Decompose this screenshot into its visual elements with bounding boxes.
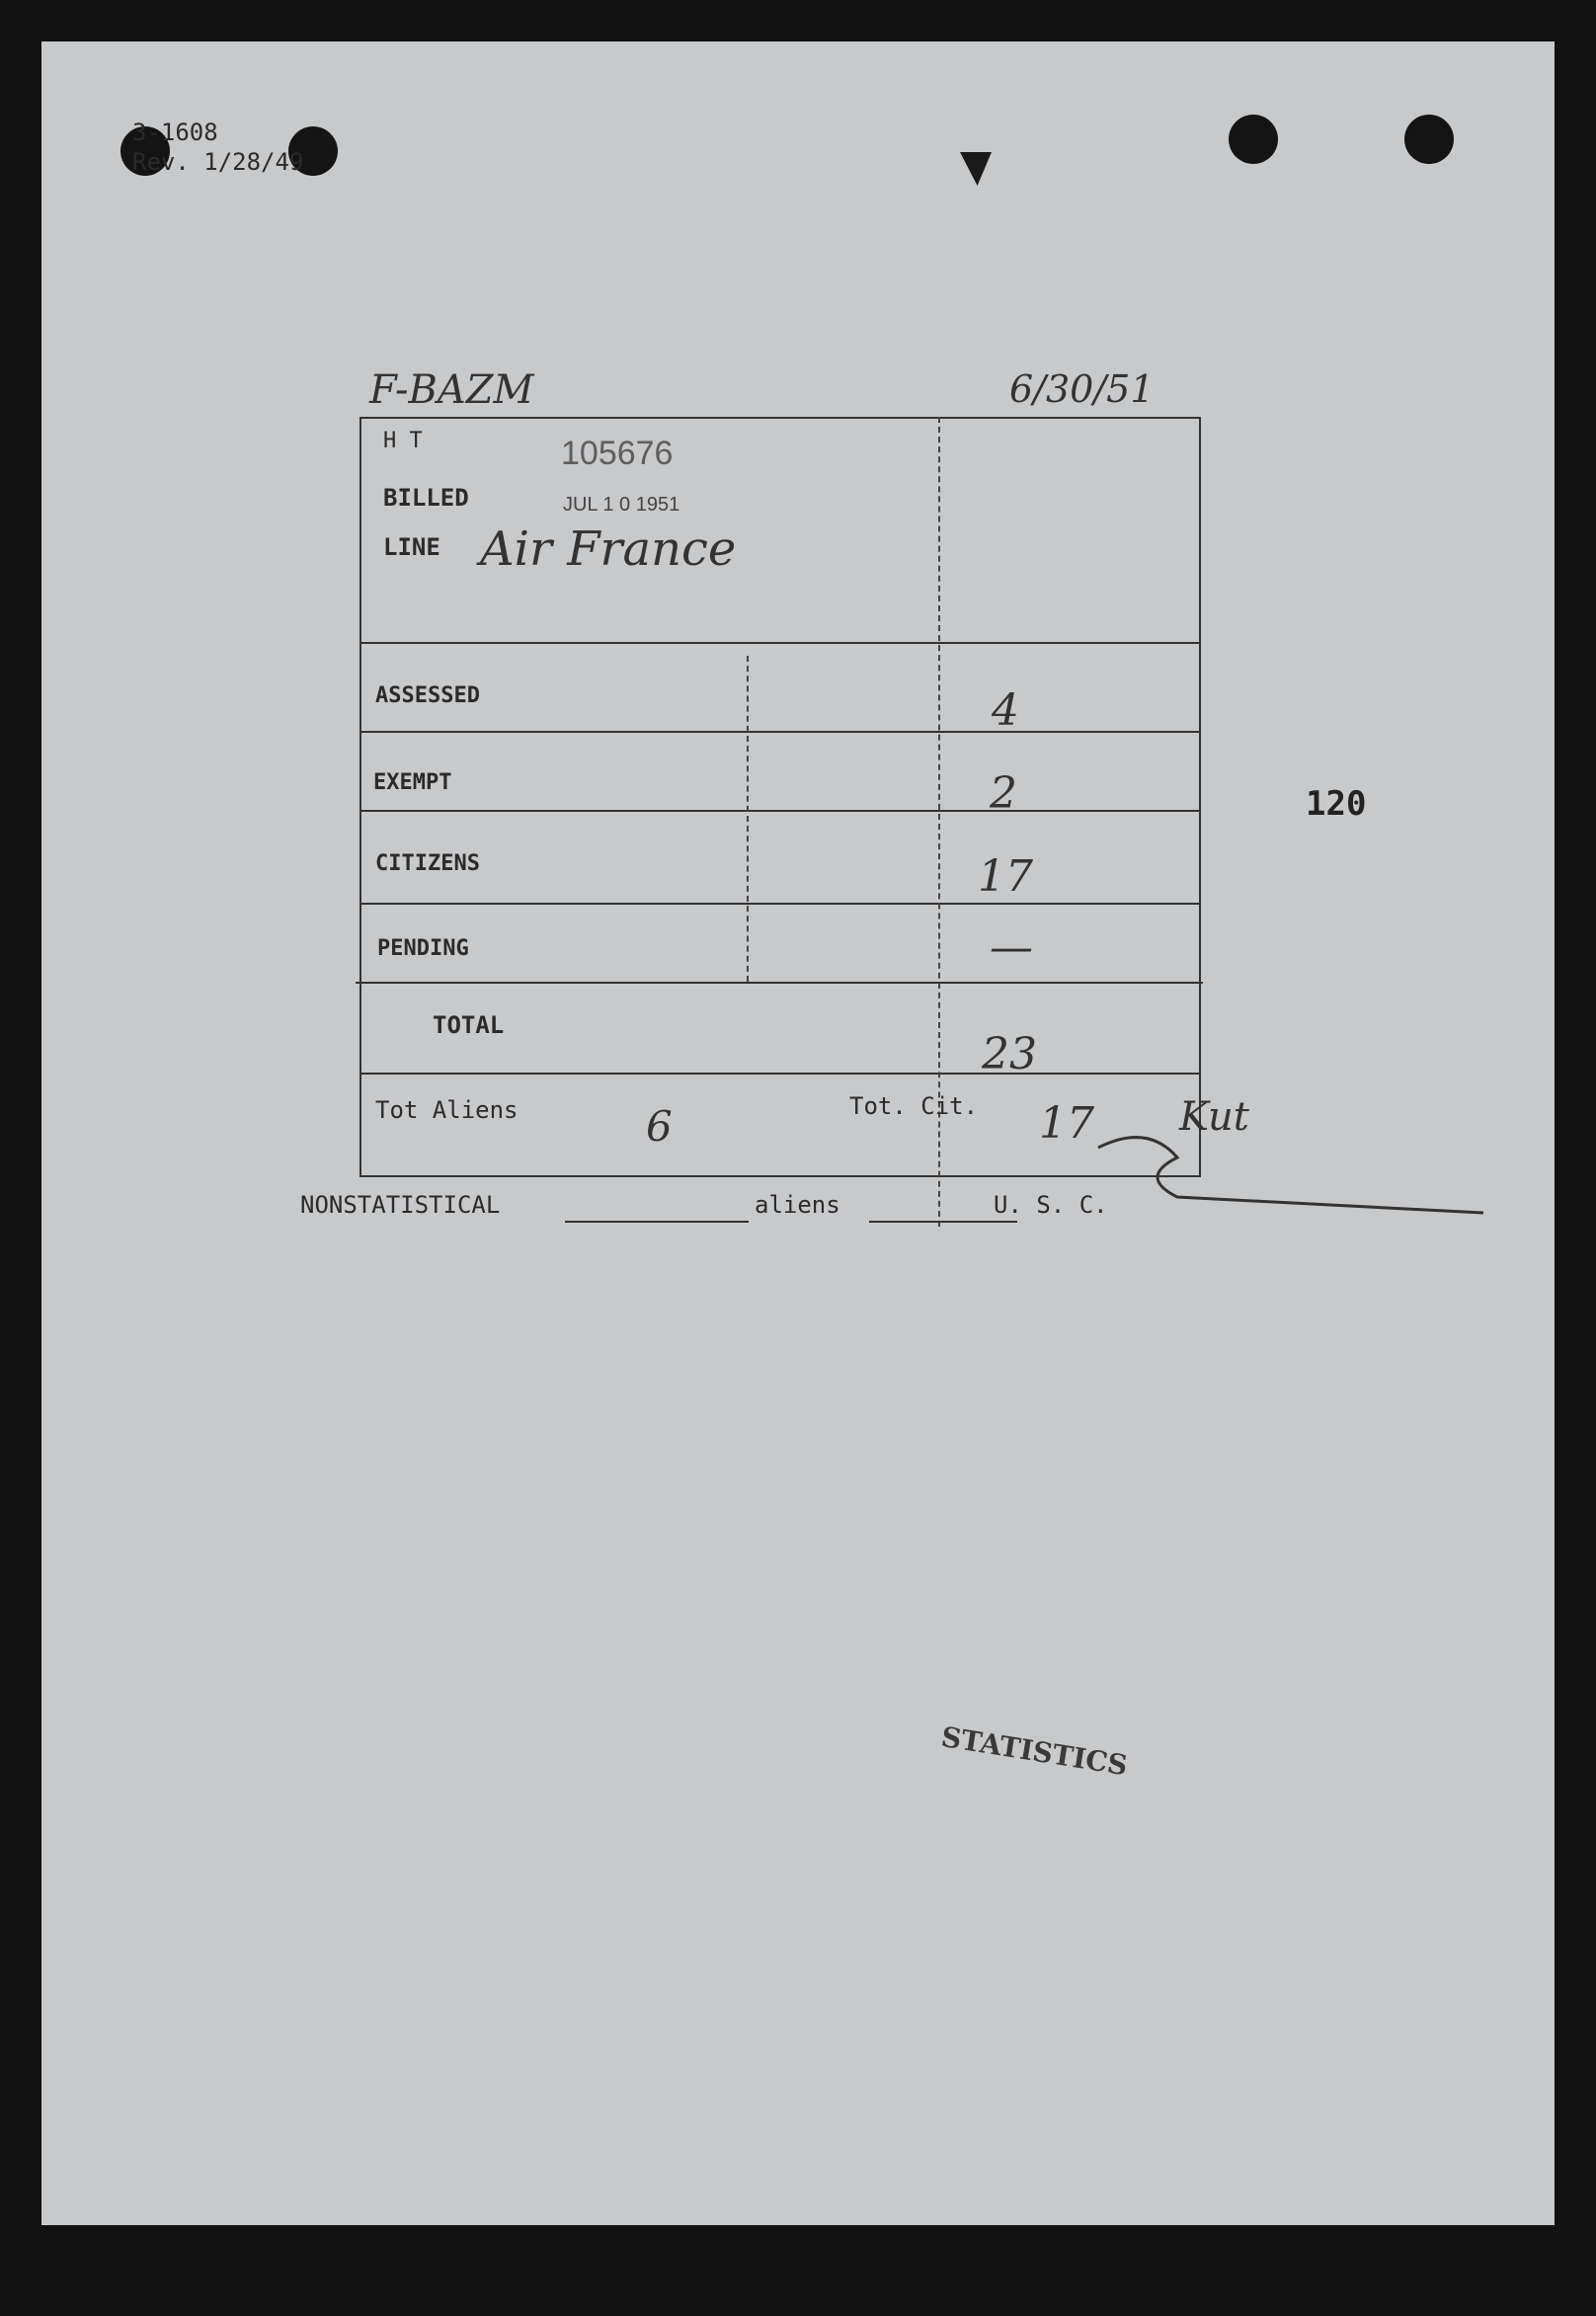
torn-mark [960,152,992,186]
total-label: TOTAL [433,1011,505,1039]
blank-line [869,1221,1017,1223]
punch-hole [1229,115,1278,164]
row-value-exempt: 2 [990,768,1017,819]
tot-aliens-value: 6 [646,1102,673,1151]
tot-aliens-label: Tot Aliens [375,1096,519,1124]
usc-label: U. S. C. [994,1191,1108,1219]
table-top-border [359,417,1201,419]
table-bottom-border [359,1175,1201,1177]
initials-signature: Kut [1179,1094,1249,1140]
document-page [41,41,1555,2225]
blank-line [565,1221,749,1223]
billed-date-stamp: JUL 1 0 1951 [563,494,680,516]
billed-label: BILLED [383,484,469,512]
total-value: 23 [982,1029,1037,1079]
row-label-pending: PENDING [377,936,469,961]
row-value-pending: — [990,922,1033,973]
ht-label: H T [383,429,423,453]
table-divider [356,982,1203,984]
nonstatistical-label: NONSTATISTICAL [300,1191,501,1219]
table-divider [359,810,1201,812]
row-label-assessed: ASSESSED [375,683,480,708]
table-divider [359,1073,1201,1075]
row-label-citizens: CITIZENS [375,851,480,876]
airline-handwritten: Air France [480,521,737,577]
row-value-citizens: 17 [978,851,1033,902]
line-label: LINE [383,533,440,561]
tot-cit-value: 17 [1039,1098,1094,1149]
table-right-border [1199,417,1201,1177]
table-left-border [359,417,361,1177]
punch-hole [1404,115,1454,164]
statistics-stamp: STATISTICS [938,1720,1130,1783]
tot-cit-label: Tot. Cit. [849,1092,979,1120]
form-number: 3-1608 [132,119,218,146]
page-number: 120 [1306,784,1367,824]
signature-stroke [1088,1098,1503,1217]
row-label-exempt: EXEMPT [373,770,452,795]
nonstat-aliens-label: aliens [755,1191,840,1219]
registration-handwritten: F-BAZM [369,367,534,413]
form-revision: Rev. 1/28/49 [132,148,304,176]
table-column-divider [747,656,749,982]
ht-number: 105676 [561,435,674,472]
row-value-assessed: 4 [992,685,1019,736]
table-divider [359,642,1201,644]
date-handwritten: 6/30/51 [1009,367,1155,411]
table-divider [359,903,1201,905]
table-divider [359,731,1201,733]
